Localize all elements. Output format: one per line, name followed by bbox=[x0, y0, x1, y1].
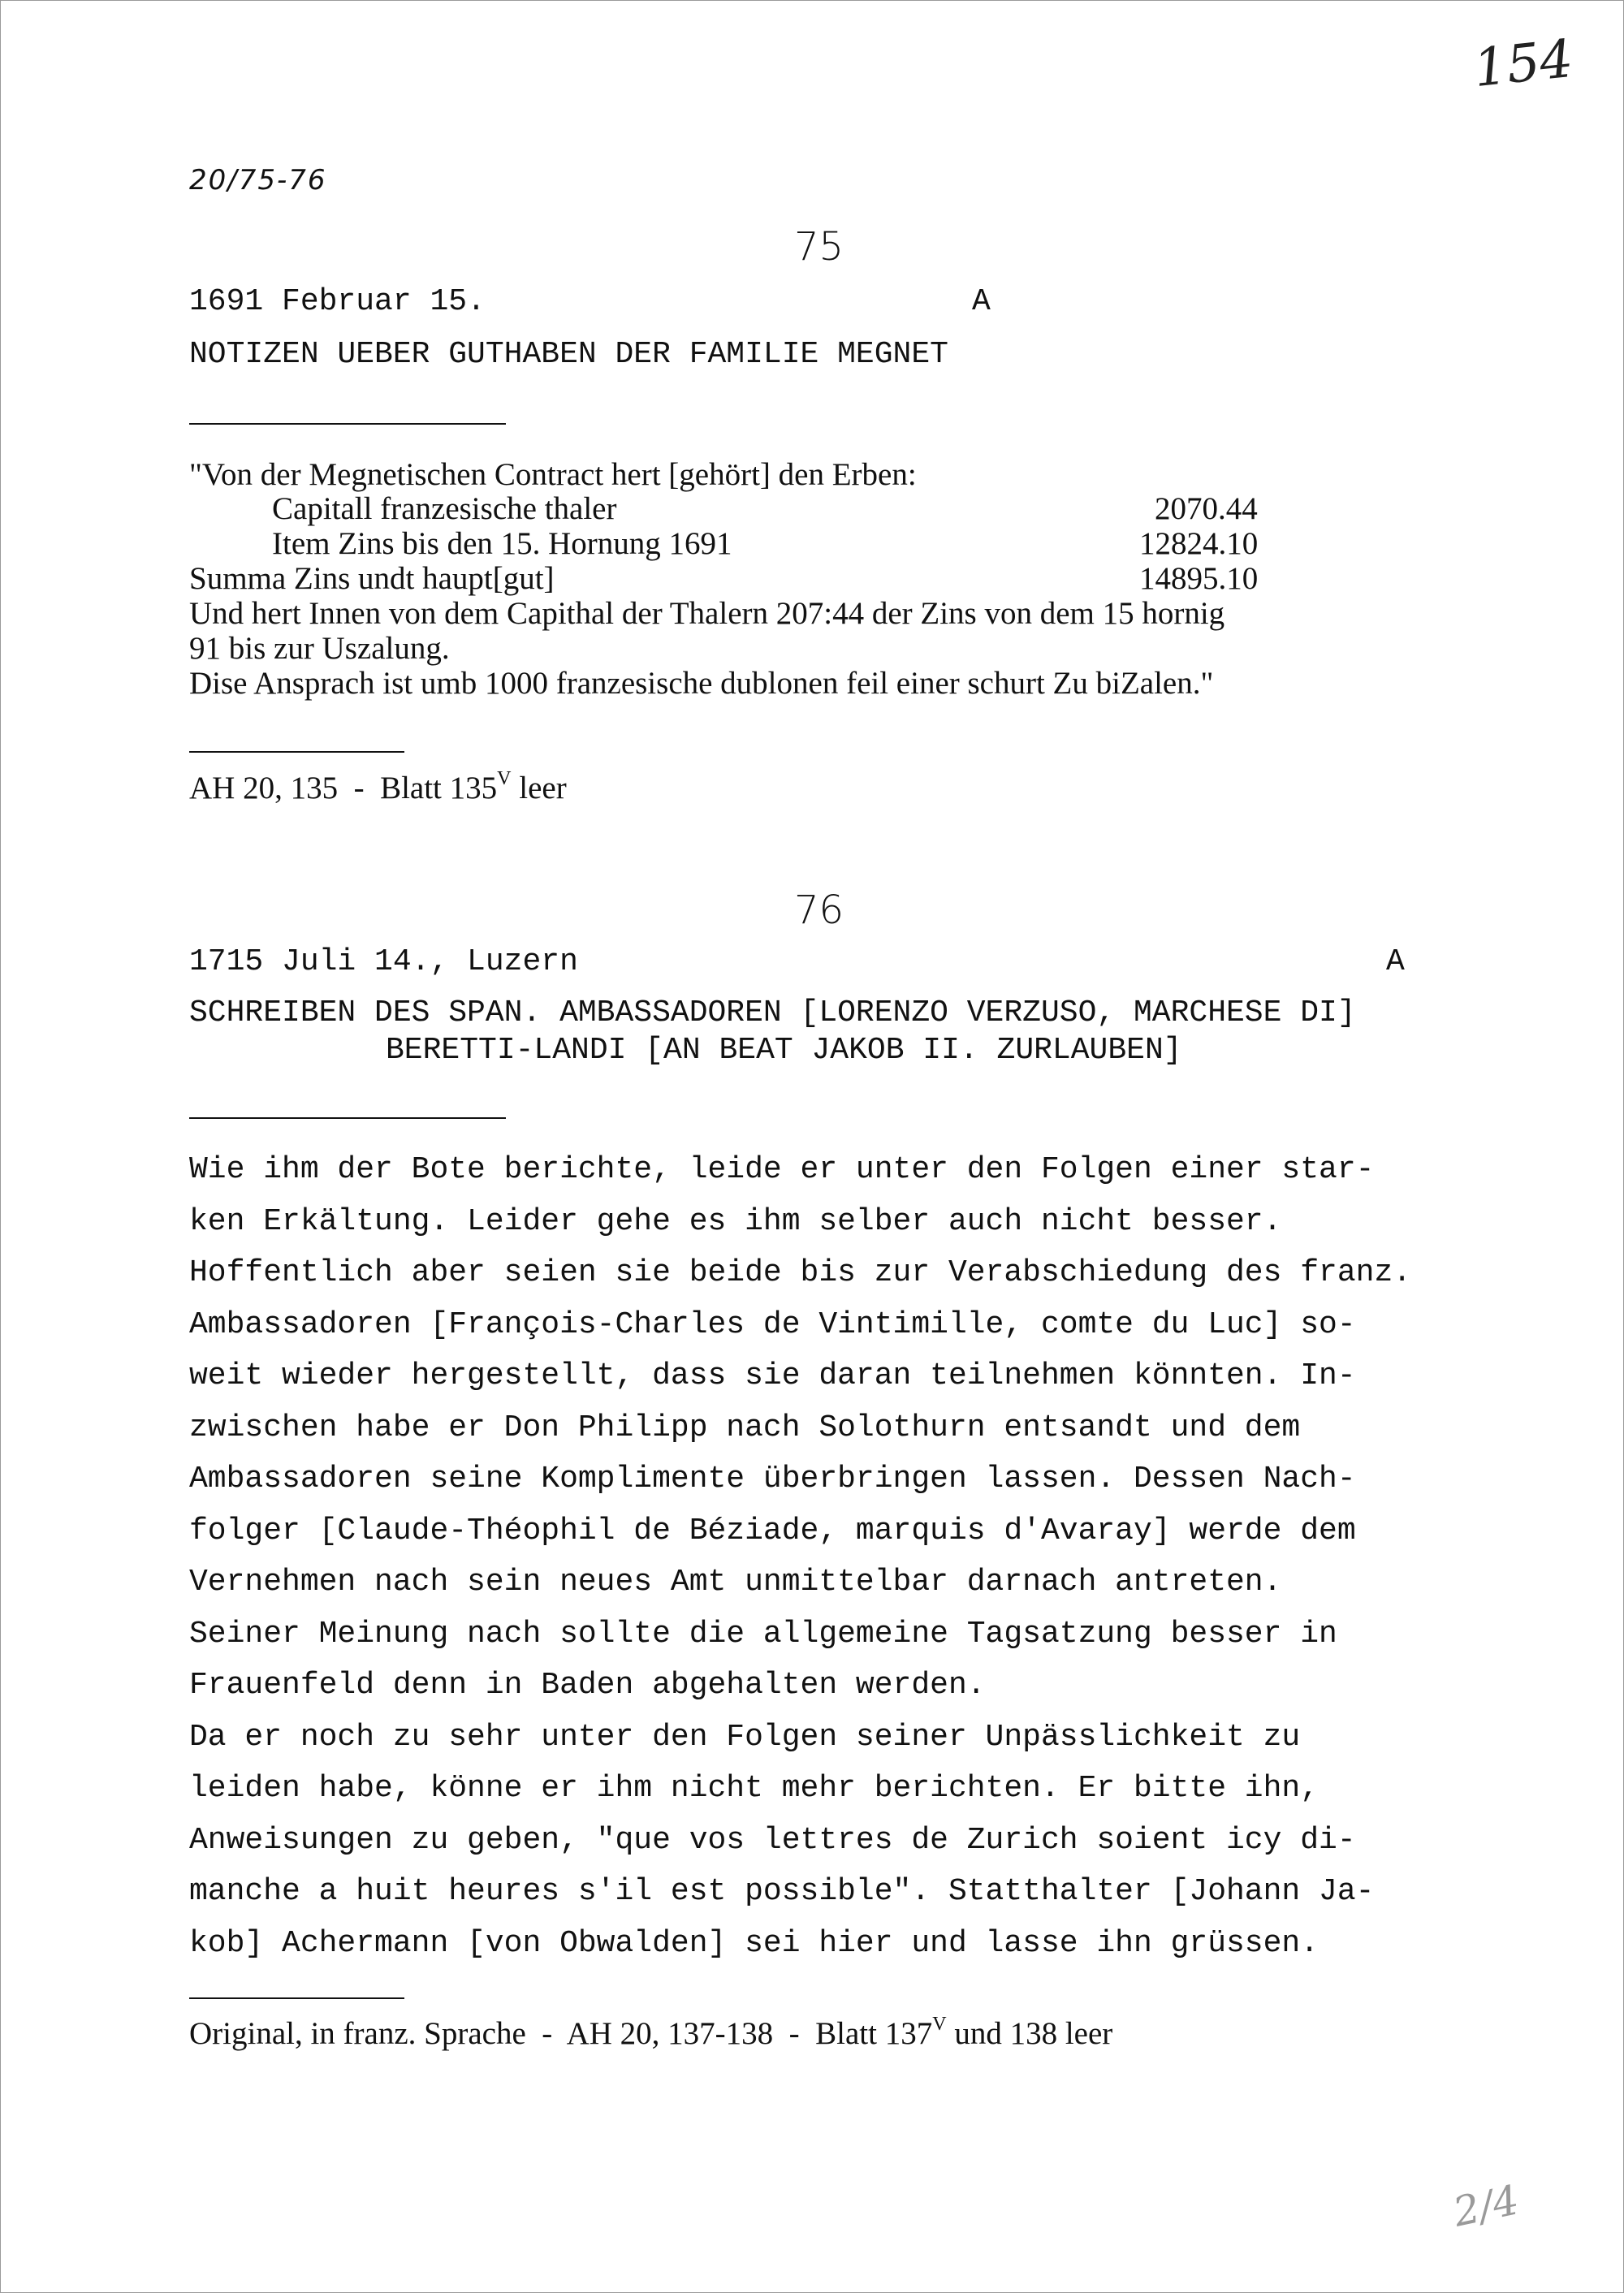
entry-76-body-line: leiden habe, könne er ihm nicht mehr berichten. Er bitte ihn, bbox=[189, 1771, 1320, 1806]
entry-76-type: A bbox=[1386, 944, 1405, 979]
entry-75-row-label: Item Zins bis den 15. Hornung 1691 bbox=[272, 526, 732, 561]
entry-75-quote-line: Dise Ansprach ist umb 1000 franzesische dublonen feil einer schurt Zu biZalen." bbox=[189, 666, 1214, 701]
entry-75-row-value: 12824.10 bbox=[1139, 526, 1259, 561]
entry-76-title-line: BERETTI-LANDI [AN BEAT JAKOB II. ZURLAUBEN] bbox=[386, 1033, 1182, 1068]
entry-75-date: 1691 Februar 15. bbox=[189, 284, 486, 319]
entry-75-source-rule bbox=[189, 751, 404, 753]
entry-76-number: 76 bbox=[794, 887, 844, 933]
entry-75-quote-line: Und hert Innen von dem Capithal der Thalern 207:44 der Zins von dem 15 hornig bbox=[189, 596, 1225, 631]
entry-76-body-line: weit wieder hergestellt, dass sie daran teilnehmen könnten. In- bbox=[189, 1358, 1356, 1393]
entry-76-source bbox=[189, 2015, 1112, 2052]
entry-75-source-end: leer bbox=[511, 771, 567, 805]
entry-76-body-line: kob] Achermann [von Obwalden] sei hier und lasse ihn grüssen. bbox=[189, 1926, 1320, 1961]
entry-75-title-rule bbox=[189, 423, 506, 425]
handwritten-page-number: 154 bbox=[1471, 28, 1576, 100]
entry-76-body-line: Wie ihm der Bote berichte, leide er unter den Folgen einer star- bbox=[189, 1152, 1375, 1187]
entry-76-body-line: ken Erkältung. Leider gehe es ihm selber auch nicht besser. bbox=[189, 1204, 1282, 1239]
entry-75-number: 75 bbox=[794, 224, 844, 270]
entry-76-source-rule bbox=[189, 1997, 404, 1999]
entry-75-quote-intro: "Von der Megnetischen Contract hert [gehört] den Erben: bbox=[189, 457, 917, 492]
entry-76-body-line: manche a huit heures s'il est possible". Statthalter [Johann Ja- bbox=[189, 1874, 1375, 1909]
entry-76-body-line: zwischen habe er Don Philipp nach Solothurn entsandt und dem bbox=[189, 1410, 1301, 1445]
entry-76-body-line: Hoffentlich aber seien sie beide bis zur Verabschiedung des franz. bbox=[189, 1255, 1412, 1290]
entry-75-row-label: Capitall franzesische thaler bbox=[272, 491, 617, 526]
entry-76-date: 1715 Juli 14., Luzern bbox=[189, 944, 578, 979]
entry-75-title: NOTIZEN UEBER GUTHABEN DER FAMILIE MEGNET bbox=[189, 337, 948, 372]
entry-76-body-line: Anweisungen zu geben, "que vos lettres de Zurich soient icy di- bbox=[189, 1823, 1356, 1858]
entry-76-body-line: Frauenfeld denn in Baden abgehalten werden. bbox=[189, 1668, 986, 1703]
entry-75-quote-line: 91 bis zur Uszalung. bbox=[189, 631, 450, 666]
verso-superscript: V bbox=[497, 768, 512, 790]
entry-75-source-text: AH 20, 135 - Blatt 135 bbox=[189, 771, 498, 805]
entry-76-source-end: und 138 leer bbox=[946, 2016, 1113, 2051]
pencil-mark: 2/4 bbox=[1449, 2176, 1523, 2236]
entry-76-title-rule bbox=[189, 1117, 506, 1119]
entry-76-body-line: Ambassadoren seine Komplimente überbringen lassen. Dessen Nach- bbox=[189, 1462, 1356, 1496]
entry-75-row-label: Summa Zins undt haupt[gut] bbox=[189, 561, 555, 596]
entry-76-body-line: Vernehmen nach sein neues Amt unmittelbar darnach antreten. bbox=[189, 1565, 1282, 1600]
entry-76-body-line: folger [Claude-Théophil de Béziade, marquis d'Avaray] werde dem bbox=[189, 1514, 1356, 1548]
entry-76-body-line: Da er noch zu sehr unter den Folgen seiner Unpässlichkeit zu bbox=[189, 1720, 1301, 1755]
entry-76-title-line: SCHREIBEN DES SPAN. AMBASSADOREN [LORENZO VERZUSO, MARCHESE DI] bbox=[189, 995, 1356, 1030]
entry-75-row-value: 14895.10 bbox=[1139, 561, 1259, 596]
document-reference: 20/75-76 bbox=[189, 164, 327, 196]
entry-76-body-line: Seiner Meinung nach sollte die allgemeine Tagsatzung besser in bbox=[189, 1617, 1337, 1652]
entry-76-source-text: Original, in franz. Sprache - AH 20, 137-138 - Blatt 137 bbox=[189, 2016, 933, 2051]
verso-superscript: V bbox=[932, 2014, 947, 2036]
entry-76-body-line: Ambassadoren [François-Charles de Vintimille, comte du Luc] so- bbox=[189, 1307, 1356, 1342]
entry-75-type: A bbox=[972, 284, 991, 319]
entry-75-row-value: 2070.44 bbox=[1155, 491, 1258, 526]
entry-75-source bbox=[189, 770, 567, 806]
